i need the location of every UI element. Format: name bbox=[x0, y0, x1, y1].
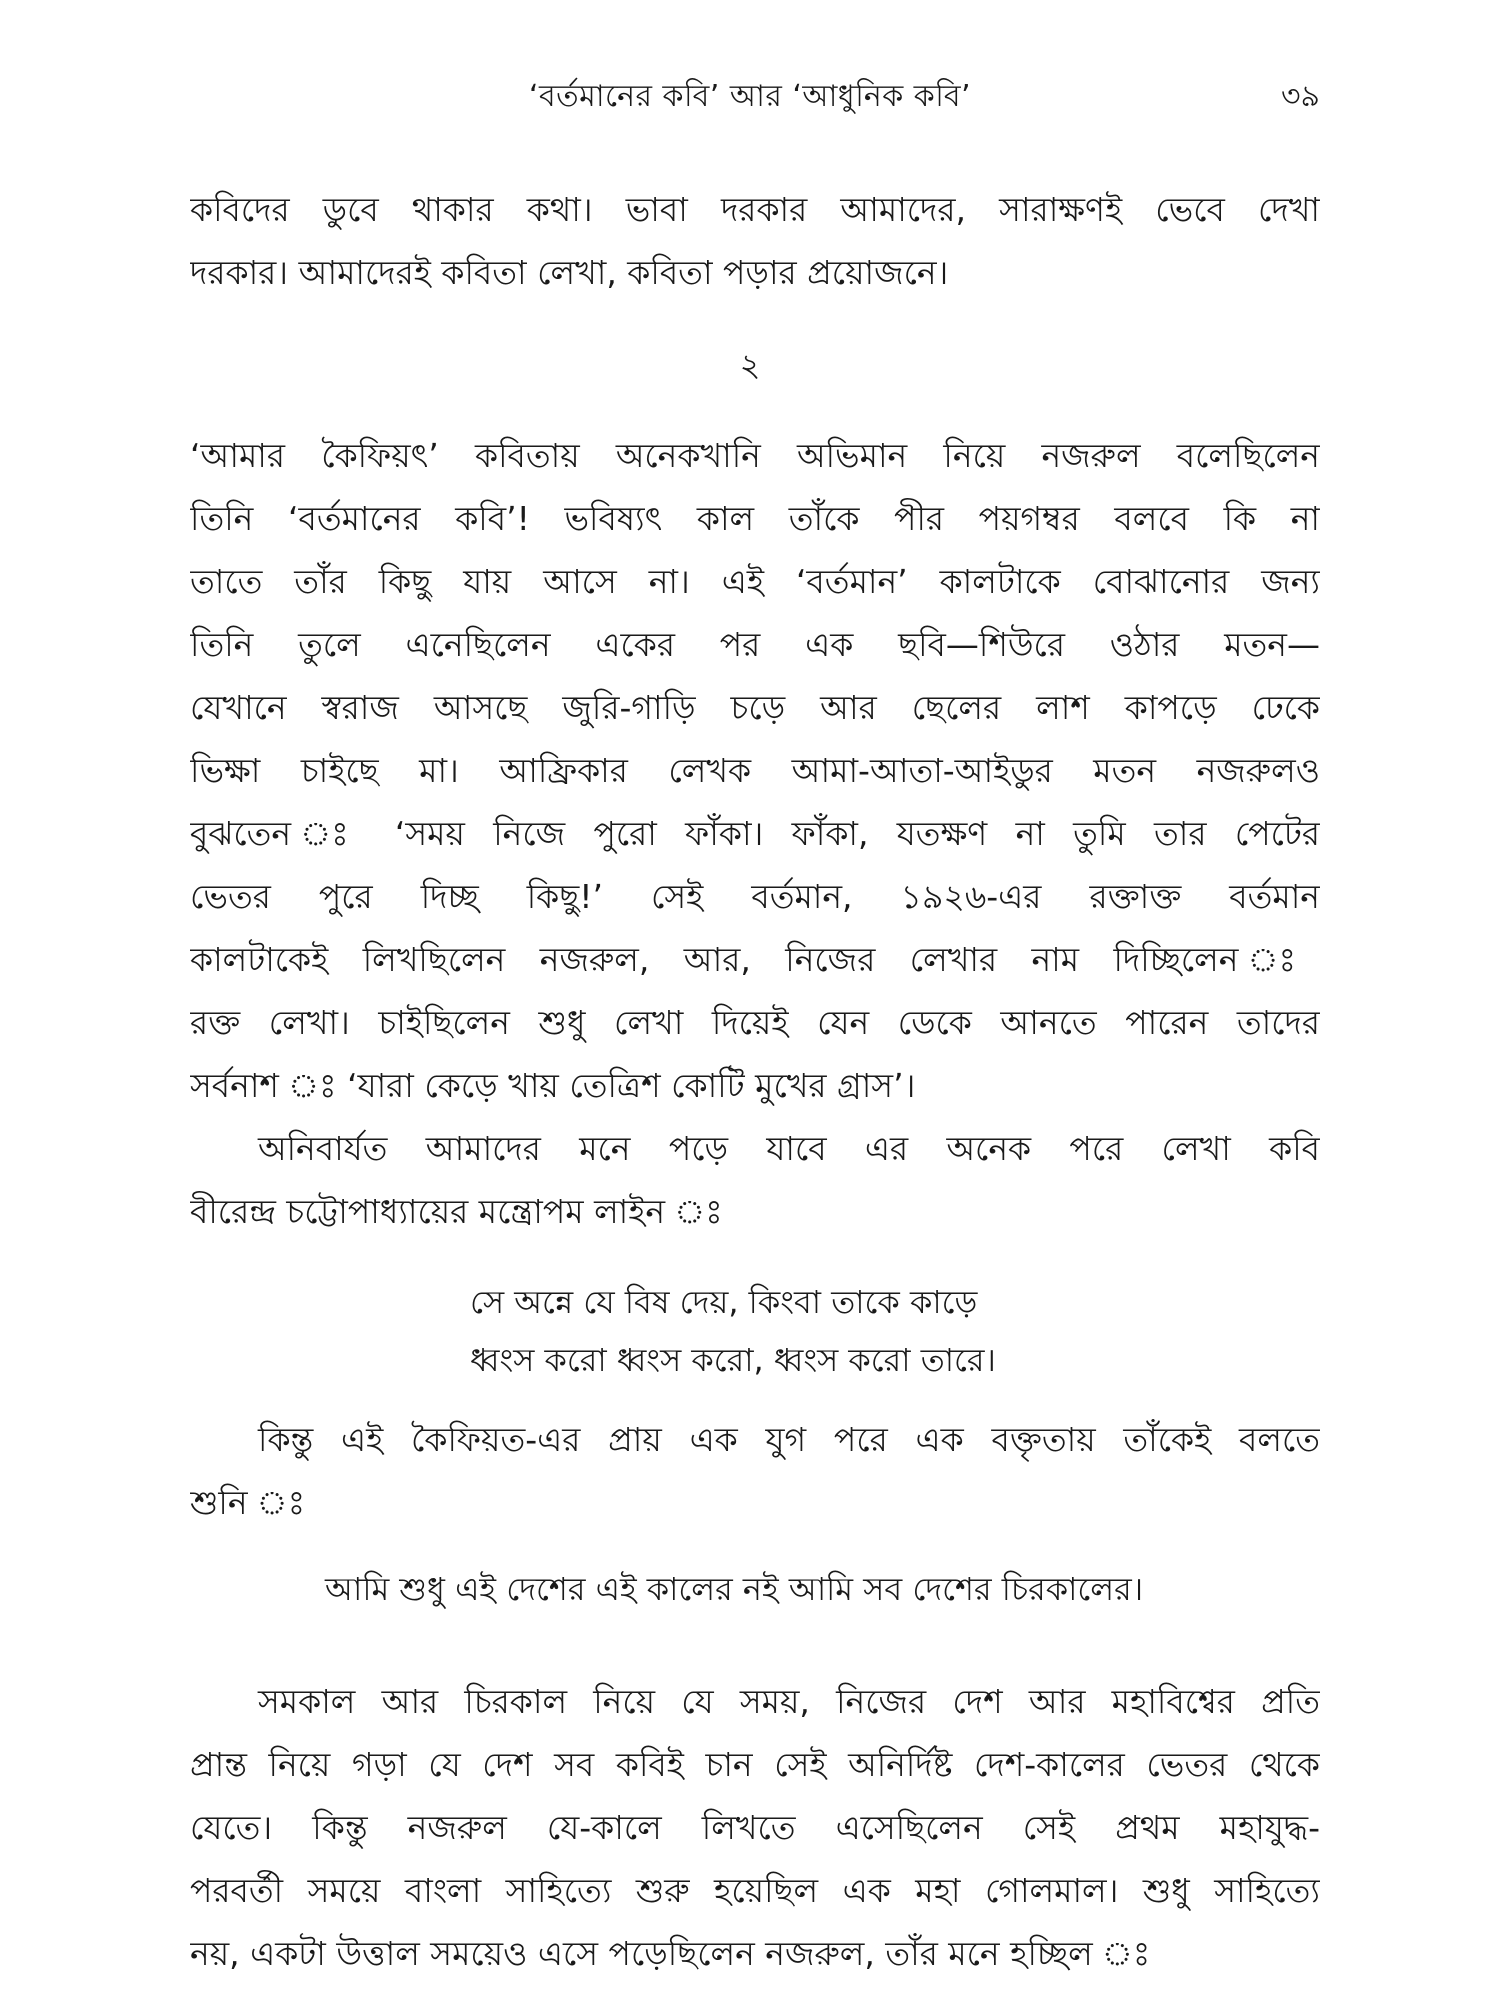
section-number: ২ bbox=[739, 346, 761, 384]
text-line: ভেতর পুরে দিচ্ছ কিছু!’ সেই বর্তমান, ১৯২৬-এর রক্তাক্ত বর্তমান bbox=[190, 877, 1320, 916]
text-line: তাতে তাঁর কিছু যায় আসে না। এই ‘বর্তমান’ কালটাকে বোঝানোর জন্য bbox=[190, 562, 1320, 601]
text-line: বীরেন্দ্র চট্টোপাধ্যায়ের মন্ত্রোপম লাইন ঃ bbox=[190, 1192, 723, 1231]
paragraph-3 bbox=[190, 1408, 1320, 1534]
text-line: পরবর্তী সময়ে বাংলা সাহিত্যে শুরু হয়েছিল এক মহা গোলমাল। শুধু সাহিত্যে bbox=[190, 1871, 1320, 1910]
text-line: যেখানে স্বরাজ আসছে জুরি-গাড়ি চড়ে আর ছেলের লাশ কাপড়ে ঢেকে bbox=[190, 688, 1320, 727]
paragraph-1 bbox=[190, 424, 1320, 1117]
text-line: তিনি তুলে এনেছিলেন একের পর এক ছবি—শিউরে ওঠার মতন— bbox=[190, 625, 1320, 664]
text-line: তিনি ‘বর্তমানের কবি’! ভবিষ্যৎ কাল তাঁকে পীর পয়গম্বর বলবে কি না bbox=[190, 499, 1320, 538]
verse-quote-2 bbox=[325, 1560, 1143, 1618]
paragraph-4 bbox=[190, 1670, 1320, 1985]
text-line: ভিক্ষা চাইছে মা। আফ্রিকার লেখক আমা-আতা-আইডুর মতন নজরুলও bbox=[190, 751, 1320, 790]
paragraph-2 bbox=[190, 1117, 1320, 1243]
verse-line: ধ্বংস করো ধ্বংস করো, ধ্বংস করো তারে। bbox=[470, 1341, 996, 1379]
verse-quote-1 bbox=[470, 1273, 996, 1389]
page-number: ৩৯ bbox=[1281, 79, 1320, 114]
text-line: সর্বনাশ ঃ ‘যারা কেড়ে খায় তেত্রিশ কোটি মুখের গ্রাস’। bbox=[190, 1066, 916, 1105]
running-header bbox=[180, 72, 1320, 132]
verse-line: সে অন্নে যে বিষ দেয়, কিংবা তাকে কাড়ে bbox=[470, 1283, 978, 1321]
text-line: ‘আমার কৈফিয়ৎ’ কবিতায় অনেকখানি অভিমান নিয়ে নজরুল বলেছিলেন bbox=[190, 436, 1320, 475]
text-line: সমকাল আর চিরকাল নিয়ে যে সময়, নিজের দেশ আর মহাবিশ্বের প্রতি bbox=[258, 1682, 1320, 1721]
text-line: কালটাকেই লিখছিলেন নজরুল, আর, নিজের লেখার নাম দিচ্ছিলেন ঃ bbox=[190, 940, 1320, 979]
text-line: যেতে। কিন্তু নজরুল যে-কালে লিখতে এসেছিলেন সেই প্রথম মহাযুদ্ধ- bbox=[190, 1808, 1320, 1847]
text-line: রক্ত লেখা। চাইছিলেন শুধু লেখা দিয়েই যেন ডেকে আনতে পারেন তাদের bbox=[190, 1003, 1320, 1042]
text-line: অনিবার্যত আমাদের মনে পড়ে যাবে এর অনেক পরে লেখা কবি bbox=[258, 1129, 1320, 1168]
text-line: দরকার। আমাদেরই কবিতা লেখা, কবিতা পড়ার প্রয়োজনে। bbox=[190, 253, 949, 292]
text-line: কবিদের ডুবে থাকার কথা। ভাবা দরকার আমাদের, সারাক্ষণই ভেবে দেখা bbox=[190, 190, 1320, 229]
text-line: শুনি ঃ bbox=[190, 1483, 306, 1522]
text-line: কিন্তু এই কৈফিয়ত-এর প্রায় এক যুগ পরে এক বক্তৃতায় তাঁকেই বলতে bbox=[258, 1420, 1320, 1459]
text-line: বুঝতেন ঃ ‘সময় নিজে পুরো ফাঁকা। ফাঁকা, যতক্ষণ না তুমি তার পেটের bbox=[190, 814, 1320, 853]
chapter-title: ‘বর্তমানের কবি’ আর ‘আধুনিক কবি’ bbox=[528, 79, 972, 114]
verse-line: আমি শুধু এই দেশের এই কালের নই আমি সব দেশের চিরকালের। bbox=[325, 1570, 1144, 1608]
text-line: নয়, একটা উত্তাল সময়েও এসে পড়েছিলেন নজরুল, তাঁর মনে হচ্ছিল ঃ bbox=[190, 1934, 1151, 1973]
text-line: প্রান্ত নিয়ে গড়া যে দেশ সব কবিই চান সেই অনির্দিষ্ট দেশ-কালের ভেতর থেকে bbox=[190, 1745, 1320, 1784]
paragraph-top bbox=[190, 178, 1320, 304]
